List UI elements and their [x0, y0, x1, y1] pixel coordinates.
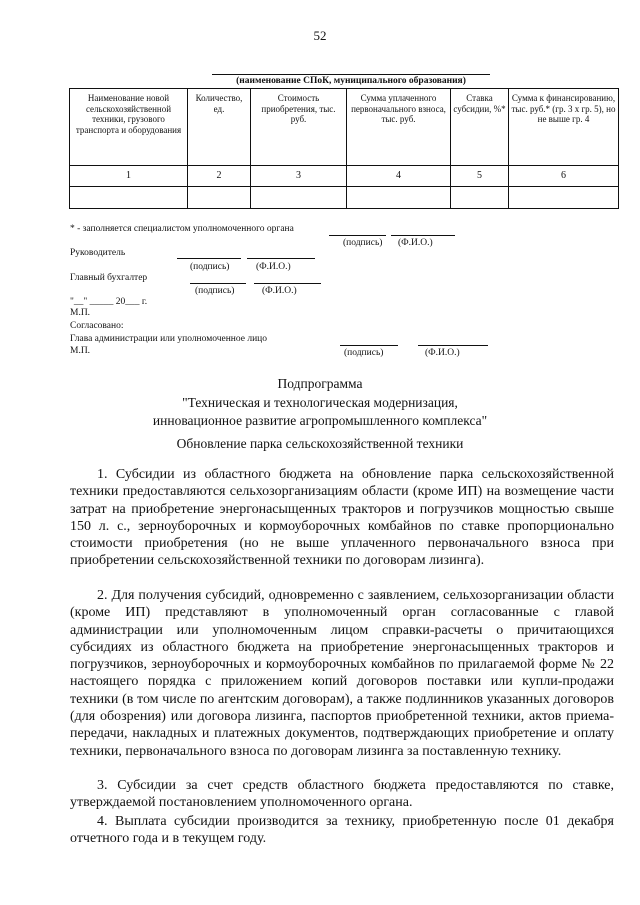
signature-caption: (подпись) — [343, 238, 383, 248]
column-number: 2 — [188, 166, 251, 187]
financing-table — [69, 88, 619, 209]
signature-line — [177, 258, 241, 259]
column-number: 1 — [70, 166, 188, 187]
table-cell — [70, 187, 188, 209]
table-header-row — [70, 89, 619, 166]
footnote: * - заполняется специалистом уполномоченного органа — [70, 224, 294, 234]
subprogram-title: Подпрограмма — [277, 376, 363, 391]
table-cell — [451, 187, 509, 209]
signature-caption: (подпись) — [195, 286, 235, 296]
paragraph-3: 3. Субсидии за счет средств областного бюджета предоставляются по ставке, утверждаемой постановлением уполномоченного органа. — [70, 778, 614, 811]
table-row — [70, 187, 619, 209]
approved-label: Согласовано: — [70, 321, 124, 331]
header-cell-financing: Сумма к финансированию, тыс. руб.* (гр. 3 х гр. 5), но не выше гр. 4 — [509, 89, 619, 166]
header-cell-rate: Ставка субсидии, %* — [451, 89, 509, 166]
page-number: 52 — [313, 28, 327, 43]
fio-caption: (Ф.И.О.) — [256, 262, 291, 272]
paragraph-1: 1. Субсидии из областного бюджета на обновление парка сельскохозяйственной техники предоставляются сельхозорганизациям области (кроме ИП) на возмещение части затрат на приобретение энергонасыщенных тракторов и погрузчиков мощностью свыше 150 л. с., зерноуборочных и кормоуборочных комбайнов по ставке пропорционально стоимости приобретения (но не выше уплаченного первоначального взноса при приобретении сельскохозяйственной техники по договорам лизинга). — [70, 467, 614, 569]
section-title: Обновление парка сельскохозяйственной техники — [176, 436, 464, 451]
table-column-number-row — [70, 166, 619, 187]
column-number: 3 — [251, 166, 347, 187]
fio-caption: (Ф.И.О.) — [425, 348, 460, 358]
table-cell — [251, 187, 347, 209]
table-cell — [347, 187, 451, 209]
signature-line — [329, 235, 386, 236]
seal-place: М.П. — [70, 346, 91, 356]
column-number: 4 — [347, 166, 451, 187]
fio-caption: (Ф.И.О.) — [262, 286, 297, 296]
org-name-line — [212, 74, 490, 75]
signature-line — [190, 283, 246, 284]
paragraph-4: 4. Выплата субсидии производится за технику, приобретенную после 01 декабря отчетного года и в текущем году. — [70, 814, 614, 847]
table-cell — [509, 187, 619, 209]
signature-caption: (подпись) — [344, 348, 384, 358]
fio-line — [391, 235, 455, 236]
signature-caption: (подпись) — [190, 262, 230, 272]
date-field: "__" _____ 20___ г. — [70, 297, 148, 307]
head-label: Руководитель — [70, 248, 126, 258]
fio-line — [254, 283, 321, 284]
fio-line — [418, 345, 488, 346]
subprogram-name-line-1: "Техническая и технологическая модернизация, — [182, 395, 458, 410]
header-cell-quantity: Количество, ед. — [188, 89, 251, 166]
org-name-caption: (наименование СПоК, муниципального образования) — [236, 76, 466, 86]
header-cell-cost: Стоимость приобретения, тыс. руб. — [251, 89, 347, 166]
column-number: 6 — [509, 166, 619, 187]
table-cell — [188, 187, 251, 209]
signature-line — [340, 345, 398, 346]
chief-accountant-label: Главный бухгалтер — [70, 273, 148, 283]
fio-line — [247, 258, 315, 259]
paragraph-2: 2. Для получения субсидий, одновременно с заявлением, сельхозорганизации области (кроме ИП) представляют в уполномоченный орган согласованные с главой администрации или уполномоченным лицом справки-расчеты о причитающихся субсидиях из областного бюджета на приобретение энергонасыщенных тракторов и погрузчиков, зерноуборочных и кормоуборочных комбайнов по прилагаемой форме № 22 настоящего порядка с приложением копий договоров поставки или купли-продажи техники (в том числе по агентским договорам), а также подлинников указанных договоров (для обозрения) или договора лизинга, паспортов приобретенной техники, актов приема-передачи, накладных и платежных документов, подтверждающих приобретение и оплату техники, первоначального взноса по договорам лизинга за поставленную технику. — [70, 588, 614, 759]
column-number: 5 — [451, 166, 509, 187]
fio-caption: (Ф.И.О.) — [398, 238, 433, 248]
subprogram-name-line-2: инновационное развитие агропромышленного комплекса" — [152, 413, 488, 428]
header-cell-name: Наименование новой сельскохозяйственной техники, грузового транспорта и оборудования — [70, 89, 188, 166]
head-of-administration-label: Глава администрации или уполномоченное лицо — [70, 334, 268, 344]
header-cell-down-payment: Сумма уплаченного первоначального взноса, тыс. руб. — [347, 89, 451, 166]
seal-place: М.П. — [70, 308, 91, 318]
